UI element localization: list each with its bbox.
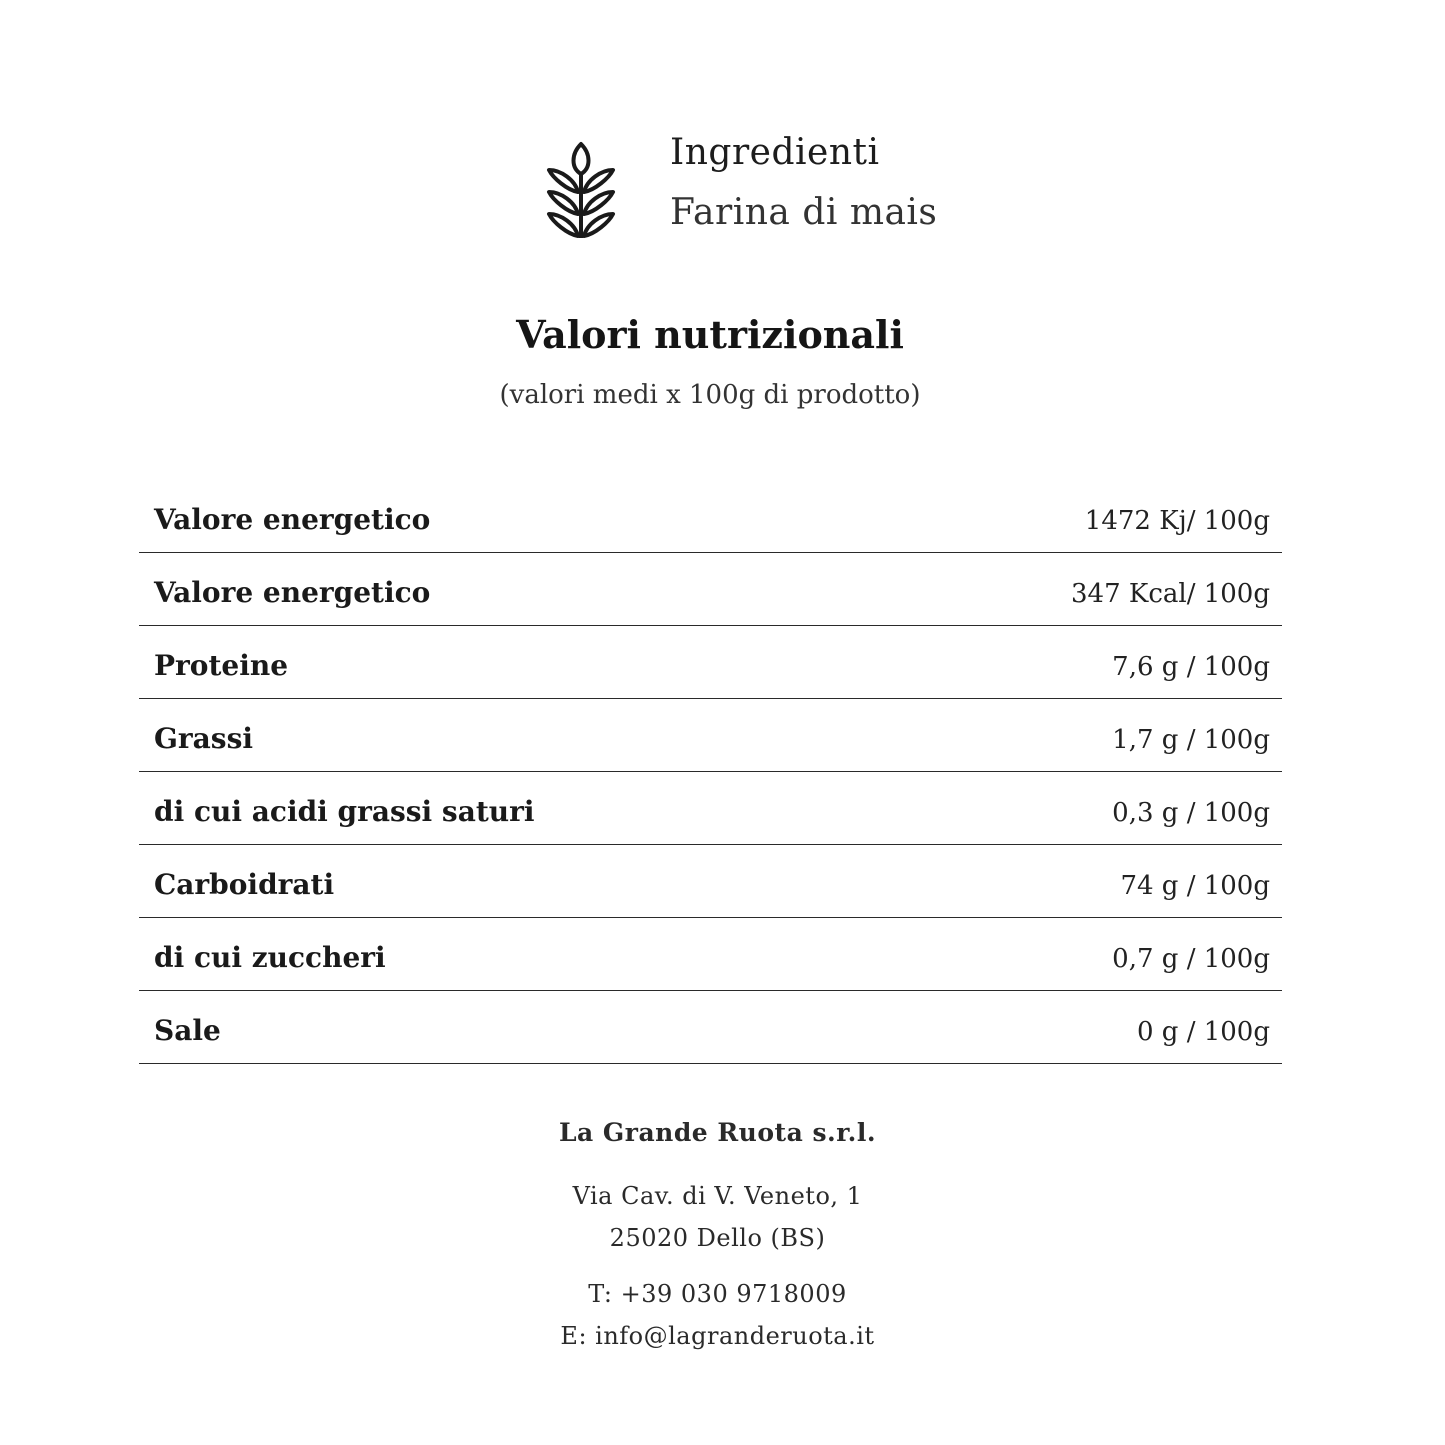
nutrient-label: Carboidrati — [154, 868, 335, 901]
nutrient-label: Grassi — [154, 722, 253, 755]
address-city: 25020 Dello (BS) — [609, 1224, 826, 1252]
company-address — [0, 1175, 1435, 1259]
nutrient-value: 7,6 g / 100g — [1112, 652, 1270, 682]
nutrient-label: Proteine — [154, 649, 289, 682]
nutrition-row-salt — [139, 991, 1282, 1064]
nutrition-row-proteins — [139, 626, 1282, 699]
nutrition-row-saturated-fats — [139, 772, 1282, 845]
company-name: La Grande Ruota s.r.l. — [558, 1118, 877, 1147]
nutrition-row-fats — [139, 699, 1282, 772]
nutrient-label: di cui acidi grassi saturi — [154, 795, 535, 828]
nutrient-label: Sale — [154, 1014, 221, 1047]
company-footer — [0, 1118, 1435, 1357]
nutrition-table — [139, 480, 1282, 1064]
company-email: E: info@lagranderuota.it — [560, 1322, 875, 1350]
wheat-icon — [545, 140, 617, 242]
ingredients-header — [545, 128, 965, 248]
nutrient-value: 0,7 g / 100g — [1112, 944, 1270, 974]
nutrient-label: di cui zuccheri — [154, 941, 386, 974]
ingredients-title: Ingredienti — [670, 132, 880, 173]
nutrition-row-sugars — [139, 918, 1282, 991]
nutrition-title: Valori nutrizionali — [516, 312, 904, 357]
nutrient-value: 347 Kcal/ 100g — [1071, 579, 1270, 609]
nutrient-value: 0 g / 100g — [1136, 1017, 1270, 1047]
ingredients-value: Farina di mais — [670, 192, 938, 233]
company-contacts — [0, 1273, 1435, 1357]
nutrition-subtitle: (valori medi x 100g di prodotto) — [499, 380, 921, 410]
company-phone: T: +39 030 9718009 — [588, 1280, 847, 1308]
nutrition-row-energy-kj — [139, 480, 1282, 553]
address-street: Via Cav. di V. Veneto, 1 — [572, 1182, 863, 1210]
nutrient-value: 1,7 g / 100g — [1112, 725, 1270, 755]
nutrient-value: 1472 Kj/ 100g — [1084, 506, 1270, 536]
nutrient-value: 74 g / 100g — [1120, 871, 1270, 901]
nutrient-label: Valore energetico — [154, 576, 431, 609]
nutrient-label: Valore energetico — [154, 503, 431, 536]
nutrient-value: 0,3 g / 100g — [1112, 798, 1270, 828]
nutrition-row-energy-kcal — [139, 553, 1282, 626]
nutrition-row-carbohydrates — [139, 845, 1282, 918]
